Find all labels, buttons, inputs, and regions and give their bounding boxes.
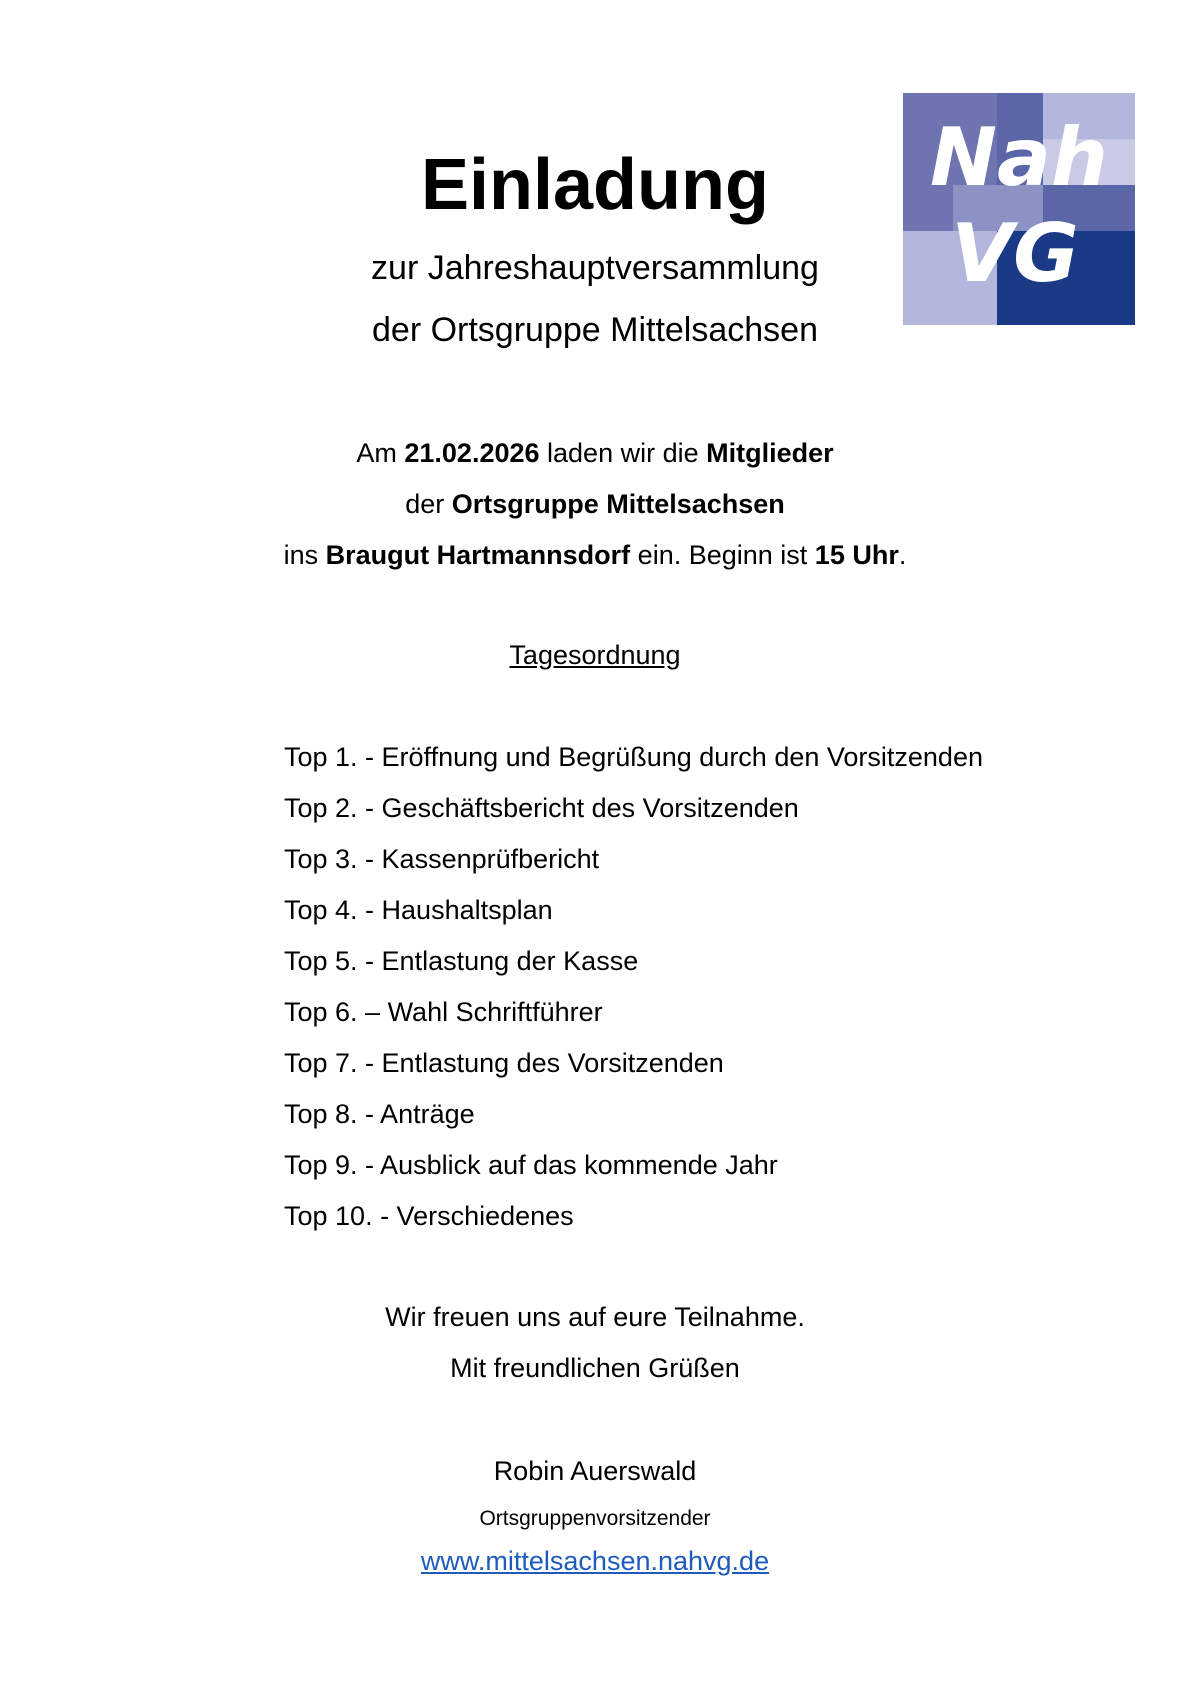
agenda-item: Top 4. - Haushaltsplan: [284, 895, 553, 925]
intro-text: Am: [356, 438, 405, 468]
agenda-item: Top 3. - Kassenprüfbericht: [284, 844, 600, 874]
intro-text: .: [898, 540, 907, 570]
start-time: 15 Uhr: [814, 540, 899, 570]
agenda-item: Top 5. - Entlastung der Kasse: [284, 946, 639, 976]
agenda-item: Top 1. - Eröffnung und Begrüßung durch den Vorsitzenden: [284, 742, 983, 772]
intro-text: ein. Beginn ist: [630, 540, 815, 570]
signer-name: Robin Auerswald: [493, 1456, 697, 1486]
agenda-item: Top 10. - Verschiedenes: [284, 1201, 574, 1231]
meeting-date: 21.02.2026: [404, 438, 540, 468]
website-link[interactable]: www.mittelsachsen.nahvg.de: [420, 1546, 770, 1576]
intro-text: ins: [283, 540, 326, 570]
agenda-item: Top 8. - Anträge: [284, 1099, 475, 1129]
closing-line-2: Mit freundlichen Grüßen: [450, 1353, 740, 1383]
intro-line-2: [0, 487, 1190, 521]
intro-line-3: [0, 538, 1190, 572]
members-label: Mitglieder: [706, 438, 834, 468]
subtitle-line-1: zur Jahreshauptversammlung: [371, 249, 819, 287]
signer-role: Ortsgruppenvorsitzender: [479, 1507, 711, 1530]
agenda-item: Top 6. – Wahl Schriftführer: [284, 997, 603, 1027]
venue-name: Braugut Hartmannsdorf: [325, 540, 631, 570]
page-title: Einladung: [421, 145, 769, 225]
agenda-item: Top 7. - Entlastung des Vorsitzenden: [284, 1048, 724, 1078]
intro-line-1: [0, 436, 1190, 470]
agenda-item: Top 9. - Ausblick auf das kommende Jahr: [284, 1150, 778, 1180]
logo-text-line1: Nah: [930, 111, 1108, 204]
intro-text: laden wir die: [539, 438, 707, 468]
agenda-list: [284, 740, 1134, 1250]
intro-text: der: [405, 489, 452, 519]
logo-text-line2: VG: [951, 207, 1079, 300]
agenda-heading: Tagesordnung: [509, 640, 681, 670]
closing-line-1: Wir freuen uns auf eure Teilnahme.: [385, 1302, 805, 1332]
subtitle-line-2: der Ortsgruppe Mittelsachsen: [372, 311, 818, 349]
group-name: Ortsgruppe Mittelsachsen: [451, 489, 785, 519]
agenda-item: Top 2. - Geschäftsbericht des Vorsitzenden: [284, 793, 799, 823]
